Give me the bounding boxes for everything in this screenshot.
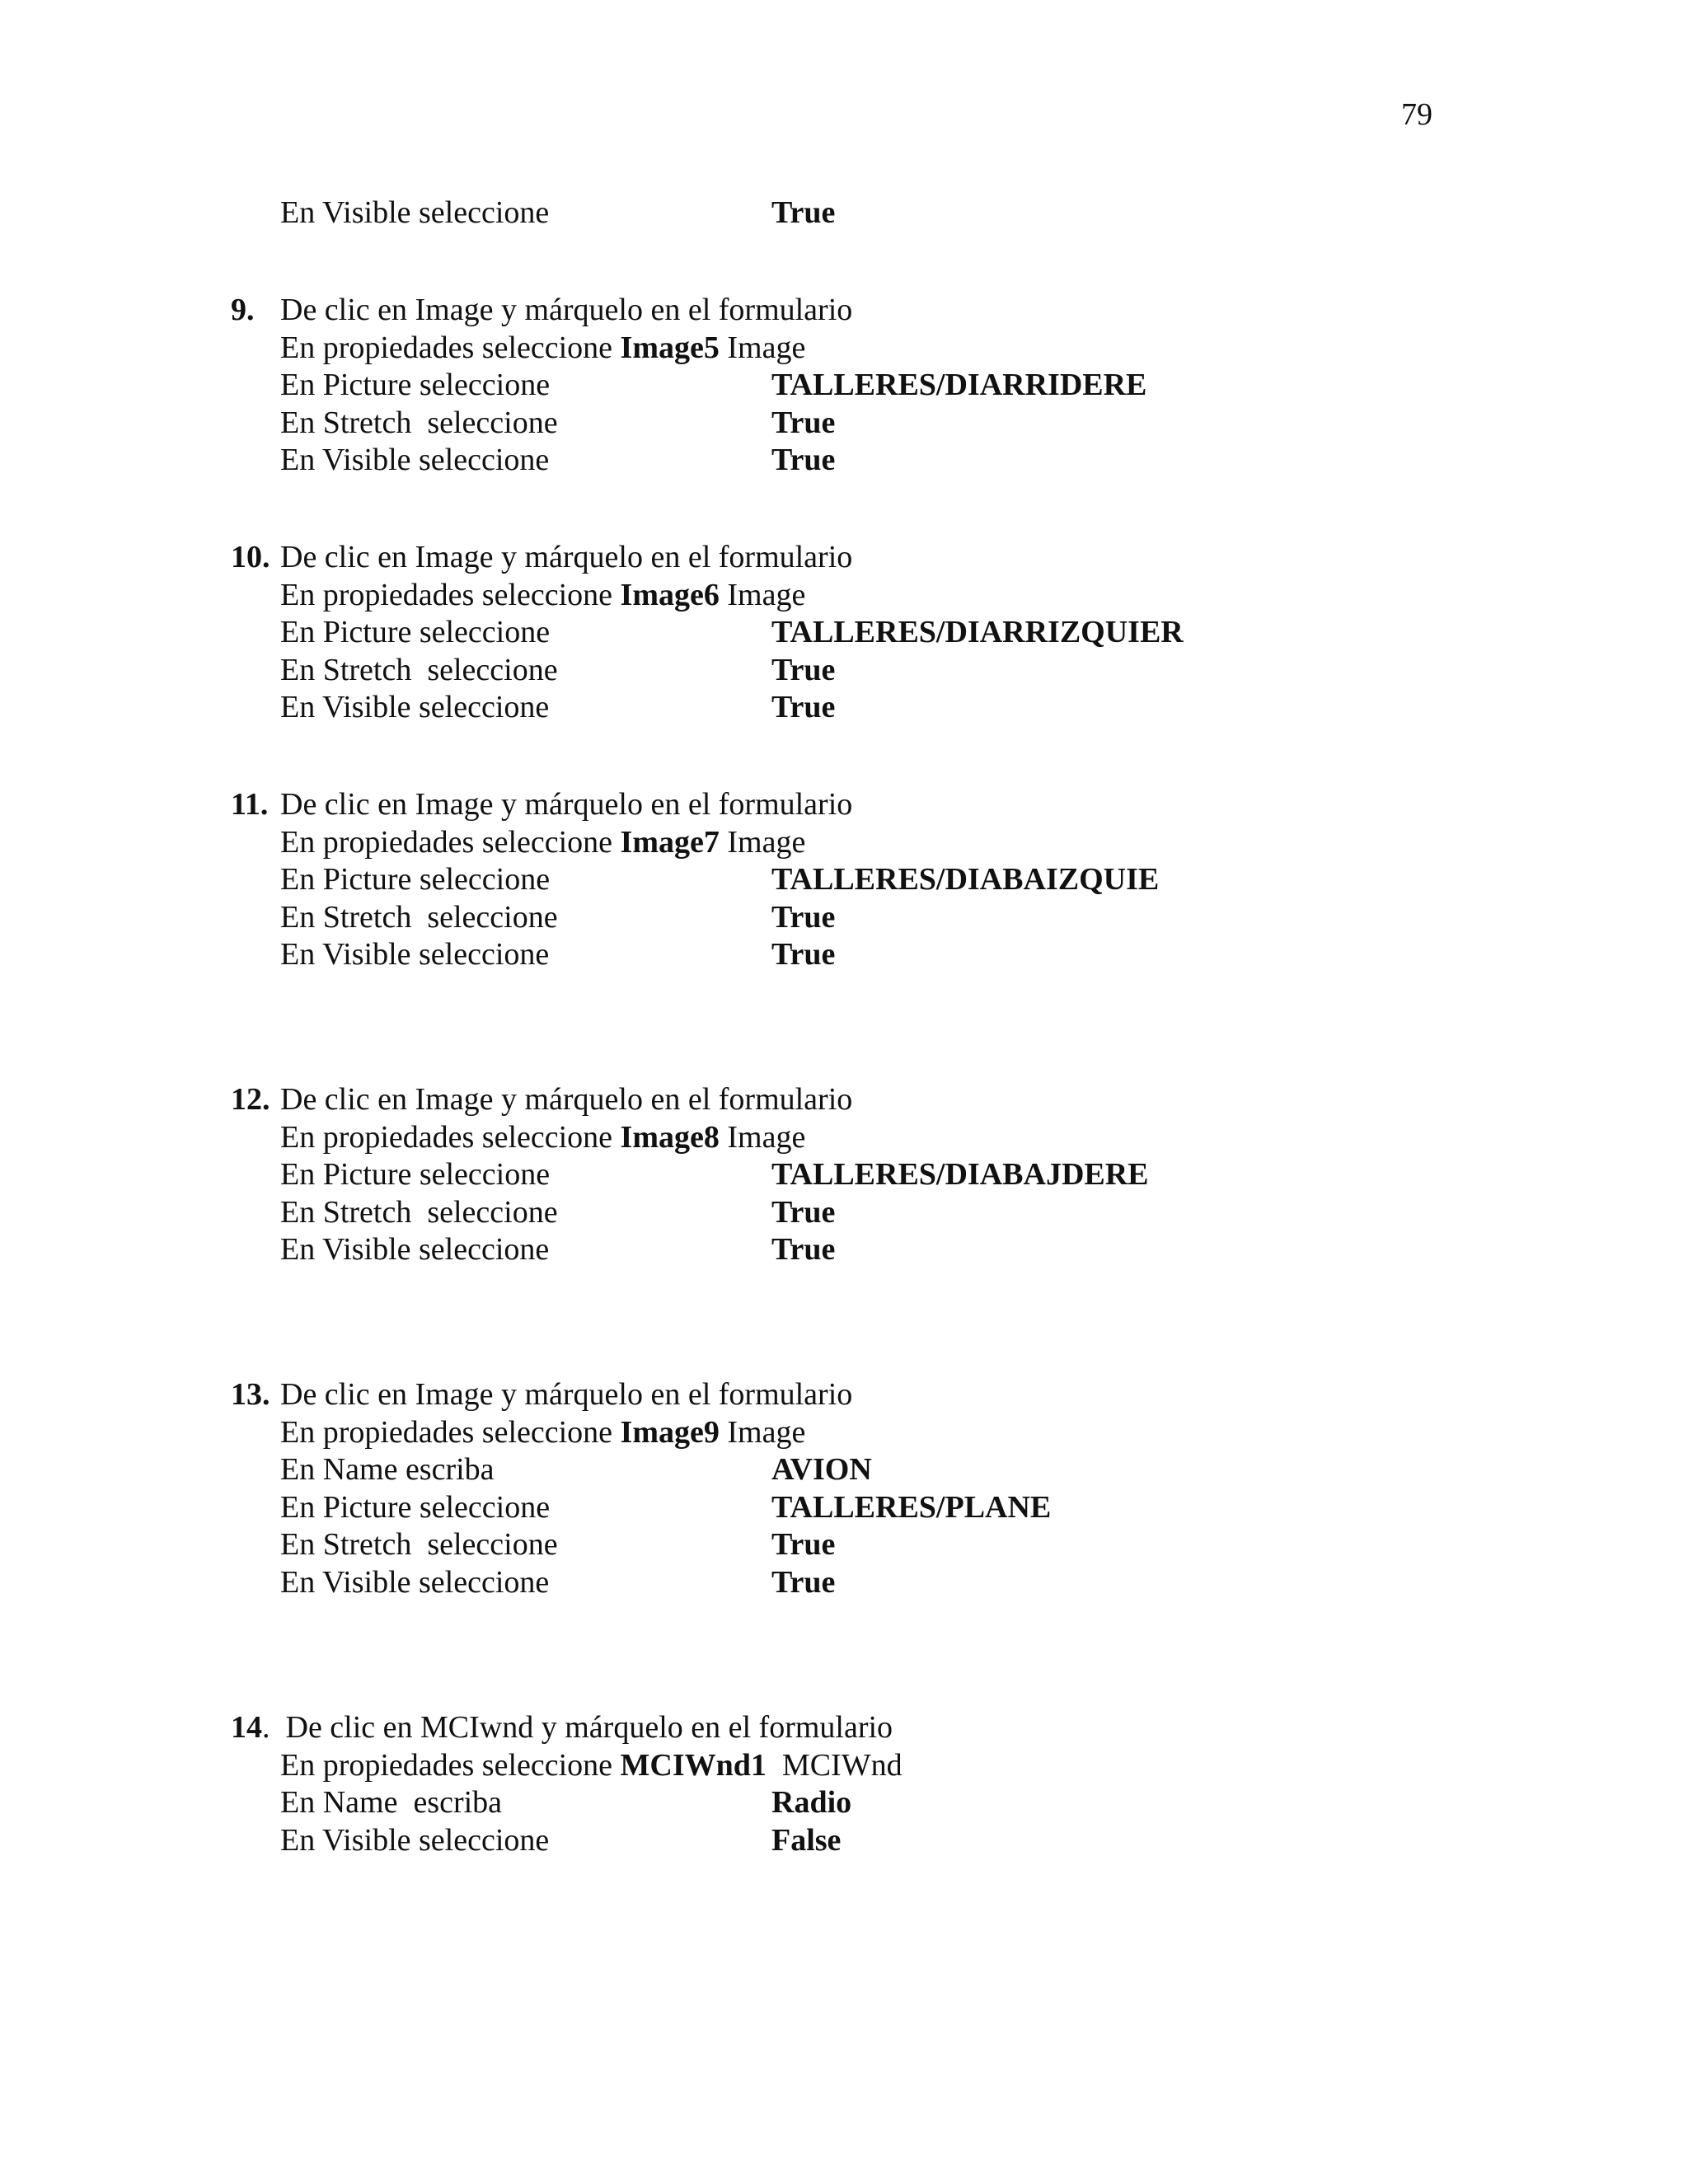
property-label: En Picture seleccione — [280, 1489, 551, 1525]
object-name: Image8 — [620, 1119, 720, 1155]
step-instruction: De clic en Image y márquelo en el formulario — [280, 1082, 853, 1117]
property-row — [231, 1156, 1385, 1194]
object-type: Image — [719, 824, 806, 860]
property-value: True — [771, 1194, 836, 1230]
property-label: En Stretch seleccione — [280, 652, 558, 687]
object-type: MCIWnd — [766, 1747, 903, 1783]
step-number: 13. — [231, 1377, 270, 1412]
properties-prefix: En propiedades seleccione — [280, 1414, 621, 1450]
property-label: En Picture seleccione — [280, 862, 551, 897]
step-11 — [231, 786, 1385, 974]
step-instruction: De clic en Image y márquelo en el formulario — [280, 293, 853, 327]
property-value: True — [771, 405, 836, 440]
properties-line — [231, 1119, 1385, 1157]
step-instruction: . De clic en MCIwnd y márquelo en el formulario — [262, 1710, 893, 1745]
property-value: True — [771, 652, 836, 687]
step-number: 12. — [231, 1082, 270, 1117]
property-row — [231, 1564, 1385, 1602]
property-label: En Visible seleccione — [280, 937, 550, 972]
property-label: En Visible seleccione — [280, 1232, 550, 1267]
object-type: Image — [719, 1119, 806, 1155]
property-row — [231, 1451, 1385, 1489]
property-label: En Stretch seleccione — [280, 1527, 558, 1562]
property-row — [231, 1489, 1385, 1527]
property-row — [231, 936, 1385, 974]
property-value: True — [771, 1527, 836, 1562]
step-heading — [231, 292, 1385, 330]
property-label: En Visible seleccione — [280, 1822, 550, 1858]
property-label: En Picture seleccione — [280, 368, 551, 402]
step-heading — [231, 786, 1385, 824]
property-label: En Stretch seleccione — [280, 899, 558, 935]
property-label: En Picture seleccione — [280, 615, 551, 649]
property-value: False — [771, 1822, 842, 1858]
property-row — [231, 1194, 1385, 1232]
properties-prefix: En propiedades seleccione — [280, 330, 621, 365]
page-number: 79 — [1401, 97, 1432, 132]
properties-line — [231, 1747, 1385, 1785]
intro-block — [231, 194, 1385, 232]
properties-prefix: En propiedades seleccione — [280, 577, 621, 612]
property-row — [231, 367, 1385, 405]
step-13 — [231, 1376, 1385, 1601]
step-9 — [231, 292, 1385, 480]
object-name: MCIWnd1 — [620, 1747, 767, 1783]
property-row — [231, 194, 1385, 232]
properties-line — [231, 824, 1385, 862]
step-instruction: De clic en Image y márquelo en el formulario — [280, 787, 853, 822]
object-type: Image — [719, 577, 806, 612]
step-10 — [231, 539, 1385, 727]
property-value: True — [771, 1232, 836, 1267]
properties-line — [231, 1414, 1385, 1452]
properties-line — [231, 330, 1385, 368]
property-value: TALLERES/DIABAIZQUIE — [771, 862, 1160, 897]
property-row — [231, 689, 1385, 727]
property-value: AVION — [771, 1452, 872, 1487]
properties-line — [231, 577, 1385, 615]
property-value: True — [771, 899, 836, 935]
properties-prefix: En propiedades seleccione — [280, 1119, 621, 1155]
step-instruction: De clic en Image y márquelo en el formulario — [280, 1377, 853, 1412]
property-label: En Picture seleccione — [280, 1157, 551, 1192]
property-value: True — [771, 195, 836, 230]
step-number: 11. — [231, 787, 269, 822]
property-label: En Name escriba — [280, 1452, 495, 1487]
property-label: En Visible seleccione — [280, 690, 550, 724]
object-type: Image — [719, 330, 806, 365]
property-value: TALLERES/DIARRIDERE — [771, 368, 1147, 402]
object-name: Image9 — [620, 1414, 720, 1450]
property-value: TALLERES/PLANE — [771, 1489, 1052, 1525]
object-type: Image — [719, 1414, 806, 1450]
property-label: En Stretch seleccione — [280, 405, 558, 440]
properties-prefix: En propiedades seleccione — [280, 1747, 621, 1783]
property-value: True — [771, 1564, 836, 1600]
object-name: Image5 — [620, 330, 720, 365]
property-row — [231, 1822, 1385, 1860]
property-label: En Visible seleccione — [280, 1564, 550, 1600]
property-label: En Visible seleccione — [280, 195, 550, 230]
step-number: 10. — [231, 540, 270, 574]
property-value: True — [771, 690, 836, 724]
property-row — [231, 405, 1385, 443]
step-12 — [231, 1081, 1385, 1269]
property-label: En Name escriba — [280, 1785, 503, 1820]
step-instruction: De clic en Image y márquelo en el formulario — [280, 540, 853, 574]
property-label: En Visible seleccione — [280, 443, 550, 477]
property-row — [231, 652, 1385, 690]
property-value: True — [771, 937, 836, 972]
property-row — [231, 614, 1385, 652]
step-heading — [231, 539, 1385, 577]
step-number: 14 — [231, 1710, 262, 1745]
property-row — [231, 861, 1385, 899]
step-14 — [231, 1709, 1385, 1859]
object-name: Image7 — [620, 824, 720, 860]
property-value: TALLERES/DIARRIZQUIER — [771, 615, 1184, 649]
property-row — [231, 899, 1385, 937]
step-number: 9. — [231, 293, 255, 327]
property-value: TALLERES/DIABAJDERE — [771, 1157, 1149, 1192]
property-label: En Stretch seleccione — [280, 1194, 558, 1230]
step-heading — [231, 1709, 1385, 1747]
step-heading — [231, 1376, 1385, 1414]
property-row — [231, 442, 1385, 480]
property-row — [231, 1526, 1385, 1564]
step-heading — [231, 1081, 1385, 1119]
property-row — [231, 1231, 1385, 1269]
property-value: Radio — [771, 1785, 852, 1820]
properties-prefix: En propiedades seleccione — [280, 824, 621, 860]
property-row — [231, 1784, 1385, 1822]
object-name: Image6 — [620, 577, 720, 612]
property-value: True — [771, 443, 836, 477]
